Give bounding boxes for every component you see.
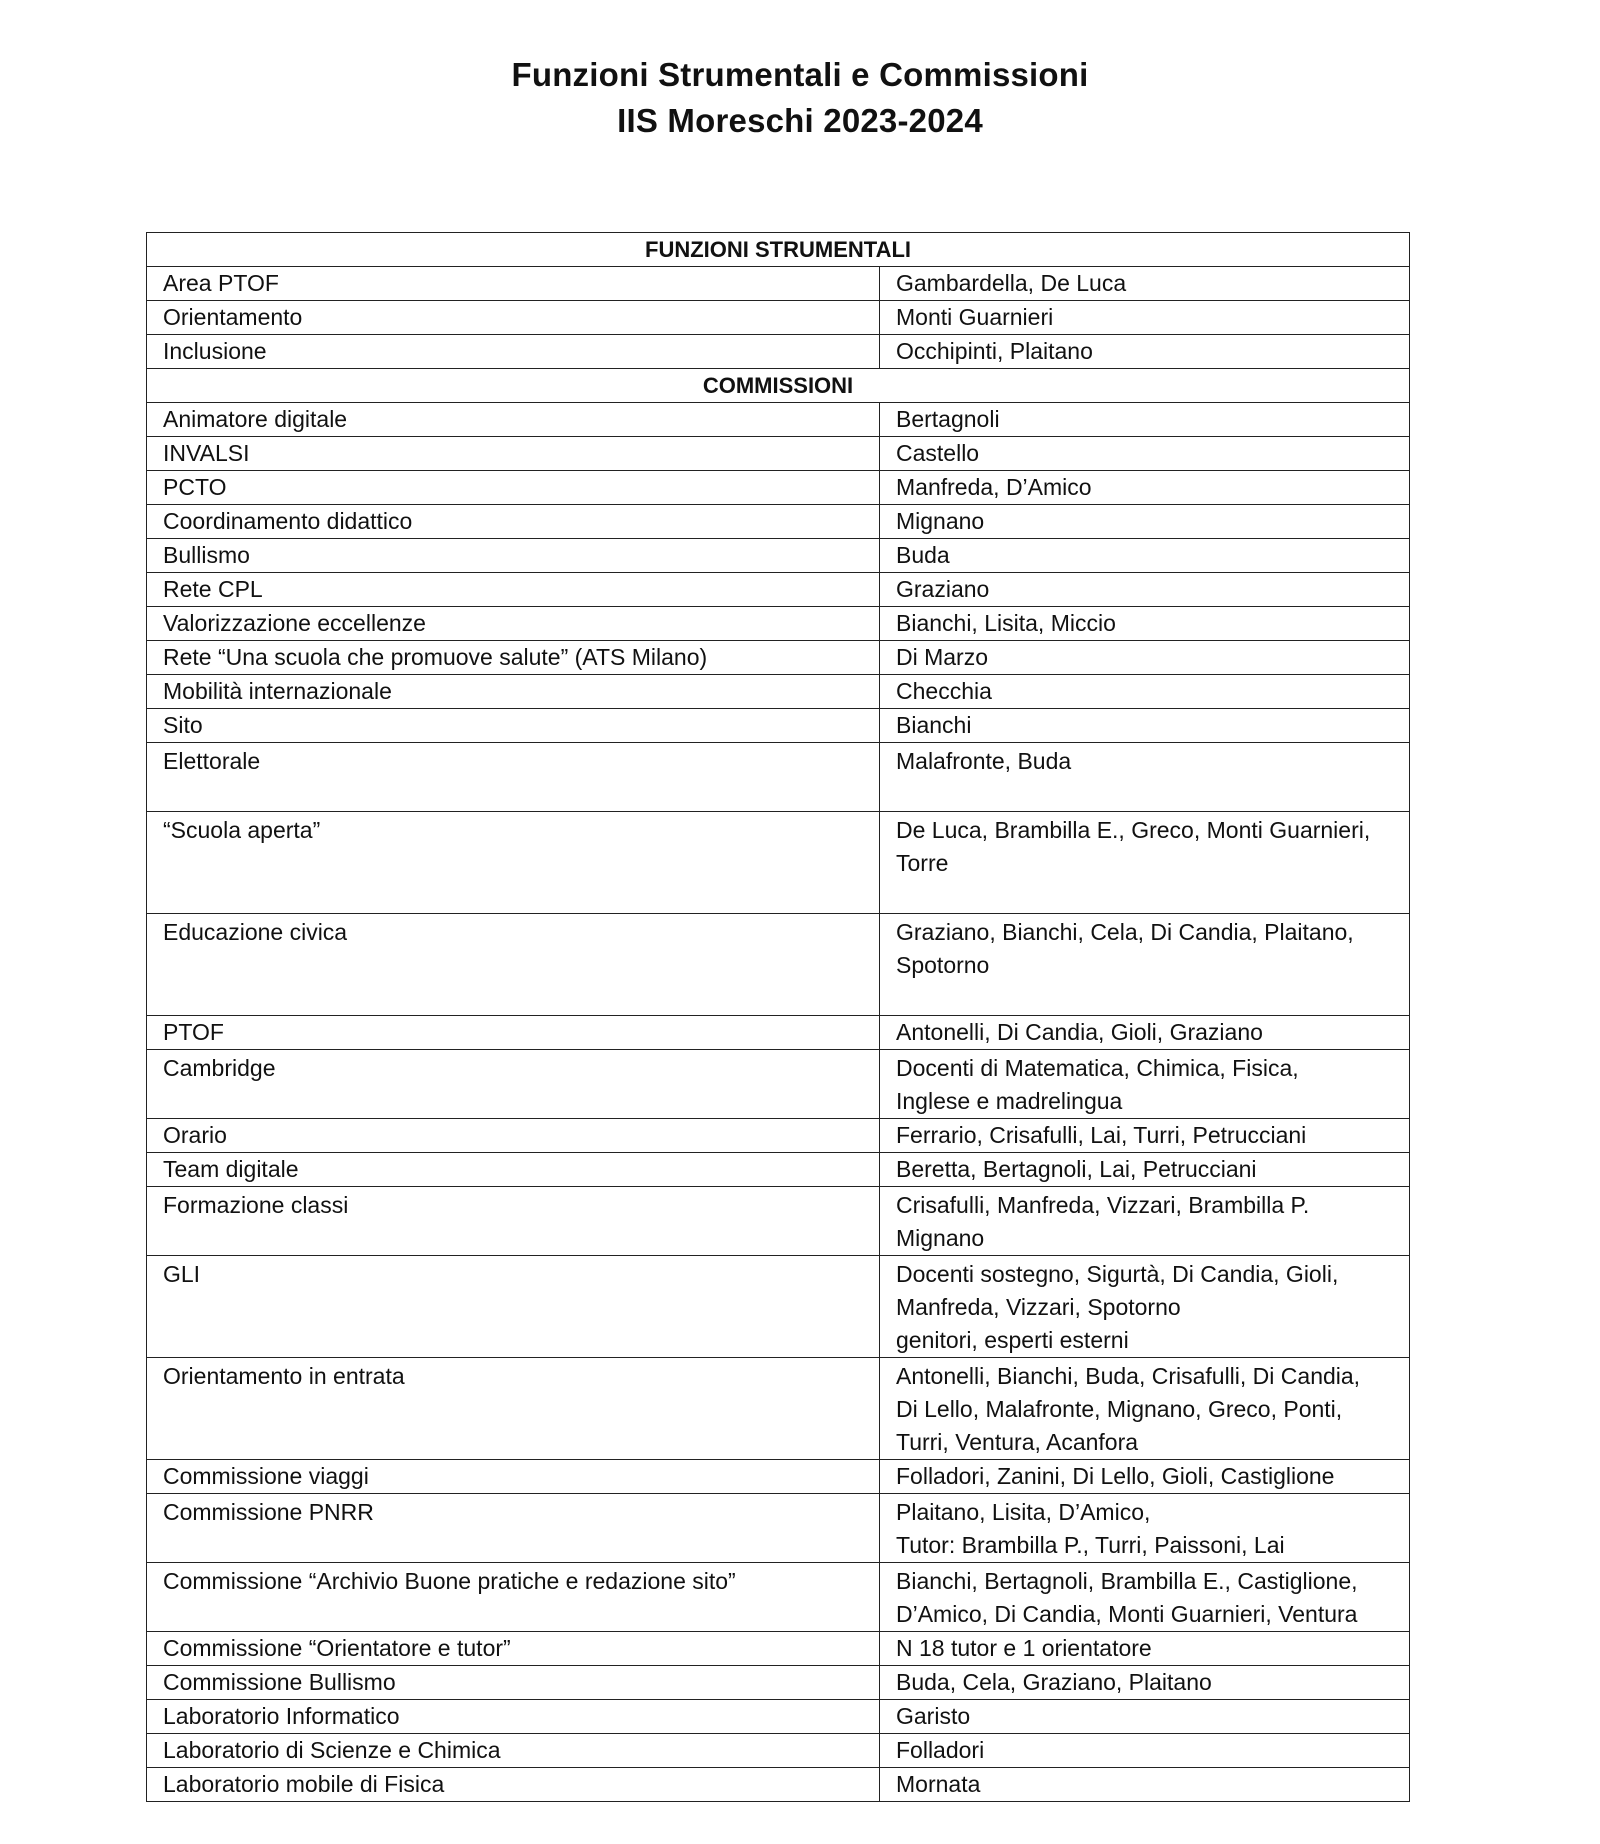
table-row — [147, 267, 1410, 301]
table-row — [147, 1187, 1410, 1256]
role-cell: Area PTOF — [147, 267, 880, 301]
table-row — [147, 1734, 1410, 1768]
members-cell: Folladori, Zanini, Di Lello, Gioli, Castiglione — [880, 1460, 1410, 1494]
members-cell: Antonelli, Di Candia, Gioli, Graziano — [880, 1016, 1410, 1050]
table-row — [147, 505, 1410, 539]
role-cell: Animatore digitale — [147, 403, 880, 437]
members-cell: Bianchi — [880, 709, 1410, 743]
role-cell: Commissione PNRR — [147, 1494, 880, 1563]
role-cell: Commissione “Orientatore e tutor” — [147, 1632, 880, 1666]
members-cell: Beretta, Bertagnoli, Lai, Petrucciani — [880, 1153, 1410, 1187]
section-heading: COMMISSIONI — [147, 369, 1410, 403]
role-cell: PCTO — [147, 471, 880, 505]
table-row — [147, 471, 1410, 505]
members-cell: Checchia — [880, 675, 1410, 709]
members-cell: Di Marzo — [880, 641, 1410, 675]
members-cell: Buda, Cela, Graziano, Plaitano — [880, 1666, 1410, 1700]
section-heading-row — [147, 369, 1410, 403]
table-row — [147, 709, 1410, 743]
members-cell: Graziano — [880, 573, 1410, 607]
section-heading: FUNZIONI STRUMENTALI — [147, 233, 1410, 267]
table-row — [147, 1700, 1410, 1734]
table-row — [147, 301, 1410, 335]
section-heading-row — [147, 233, 1410, 267]
members-cell: Bertagnoli — [880, 403, 1410, 437]
role-cell: Educazione civica — [147, 914, 880, 1016]
role-cell: INVALSI — [147, 437, 880, 471]
role-cell: PTOF — [147, 1016, 880, 1050]
role-cell: Orientamento in entrata — [147, 1358, 880, 1460]
members-cell: Graziano, Bianchi, Cela, Di Candia, Plaitano, Spotorno — [880, 914, 1410, 1016]
table-row — [147, 573, 1410, 607]
role-cell: Rete CPL — [147, 573, 880, 607]
table-row — [147, 1494, 1410, 1563]
members-cell: Manfreda, D’Amico — [880, 471, 1410, 505]
table-row — [147, 1460, 1410, 1494]
members-cell: Antonelli, Bianchi, Buda, Crisafulli, Di Candia, Di Lello, Malafronte, Mignano, Greco, Ponti, Turri, Ventura, Acanfora — [880, 1358, 1410, 1460]
table-row — [147, 1153, 1410, 1187]
table-row — [147, 1119, 1410, 1153]
role-cell: Laboratorio mobile di Fisica — [147, 1768, 880, 1802]
role-cell: Sito — [147, 709, 880, 743]
table-row — [147, 812, 1410, 914]
table-row — [147, 437, 1410, 471]
members-cell: N 18 tutor e 1 orientatore — [880, 1632, 1410, 1666]
table-row — [147, 675, 1410, 709]
role-cell: GLI — [147, 1256, 880, 1358]
members-cell: Mornata — [880, 1768, 1410, 1802]
role-cell: Orientamento — [147, 301, 880, 335]
members-cell: Malafronte, Buda — [880, 743, 1410, 812]
members-cell: Plaitano, Lisita, D’Amico, Tutor: Brambilla P., Turri, Paissoni, Lai — [880, 1494, 1410, 1563]
members-cell: Docenti di Matematica, Chimica, Fisica, Inglese e madrelingua — [880, 1050, 1410, 1119]
members-cell: Mignano — [880, 505, 1410, 539]
role-cell: Formazione classi — [147, 1187, 880, 1256]
role-cell: Laboratorio Informatico — [147, 1700, 880, 1734]
table-row — [147, 1358, 1410, 1460]
members-cell: Gambardella, De Luca — [880, 267, 1410, 301]
members-cell: Garisto — [880, 1700, 1410, 1734]
role-cell: Commissione Bullismo — [147, 1666, 880, 1700]
role-cell: Laboratorio di Scienze e Chimica — [147, 1734, 880, 1768]
functions-table — [146, 232, 1410, 1802]
table-row — [147, 743, 1410, 812]
role-cell: Orario — [147, 1119, 880, 1153]
members-cell: Bianchi, Bertagnoli, Brambilla E., Castiglione, D’Amico, Di Candia, Monti Guarnieri, Ventura — [880, 1563, 1410, 1632]
members-cell: Buda — [880, 539, 1410, 573]
role-cell: Commissione viaggi — [147, 1460, 880, 1494]
document-title — [0, 52, 1600, 144]
role-cell: Commissione “Archivio Buone pratiche e redazione sito” — [147, 1563, 880, 1632]
role-cell: Bullismo — [147, 539, 880, 573]
table-row — [147, 1632, 1410, 1666]
table-row — [147, 1666, 1410, 1700]
members-cell: Monti Guarnieri — [880, 301, 1410, 335]
table-row — [147, 1256, 1410, 1358]
role-cell: “Scuola aperta” — [147, 812, 880, 914]
members-cell: Crisafulli, Manfreda, Vizzari, Brambilla P. Mignano — [880, 1187, 1410, 1256]
table-row — [147, 403, 1410, 437]
table-row — [147, 1016, 1410, 1050]
members-cell: Folladori — [880, 1734, 1410, 1768]
members-cell: Docenti sostegno, Sigurtà, Di Candia, Gioli, Manfreda, Vizzari, Spotorno genitori, esperti esterni — [880, 1256, 1410, 1358]
title-line-1: Funzioni Strumentali e Commissioni — [511, 56, 1089, 93]
role-cell: Mobilità internazionale — [147, 675, 880, 709]
table-row — [147, 335, 1410, 369]
table-row — [147, 1563, 1410, 1632]
title-line-2: IIS Moreschi 2023-2024 — [617, 102, 983, 139]
members-cell: De Luca, Brambilla E., Greco, Monti Guarnieri, Torre — [880, 812, 1410, 914]
table-row — [147, 607, 1410, 641]
table-row — [147, 1050, 1410, 1119]
members-cell: Bianchi, Lisita, Miccio — [880, 607, 1410, 641]
role-cell: Coordinamento didattico — [147, 505, 880, 539]
role-cell: Rete “Una scuola che promuove salute” (ATS Milano) — [147, 641, 880, 675]
table-row — [147, 914, 1410, 1016]
table-row — [147, 539, 1410, 573]
role-cell: Team digitale — [147, 1153, 880, 1187]
role-cell: Elettorale — [147, 743, 880, 812]
members-cell: Occhipinti, Plaitano — [880, 335, 1410, 369]
table-row — [147, 1768, 1410, 1802]
role-cell: Inclusione — [147, 335, 880, 369]
members-cell: Castello — [880, 437, 1410, 471]
members-cell: Ferrario, Crisafulli, Lai, Turri, Petrucciani — [880, 1119, 1410, 1153]
role-cell: Cambridge — [147, 1050, 880, 1119]
role-cell: Valorizzazione eccellenze — [147, 607, 880, 641]
table-row — [147, 641, 1410, 675]
